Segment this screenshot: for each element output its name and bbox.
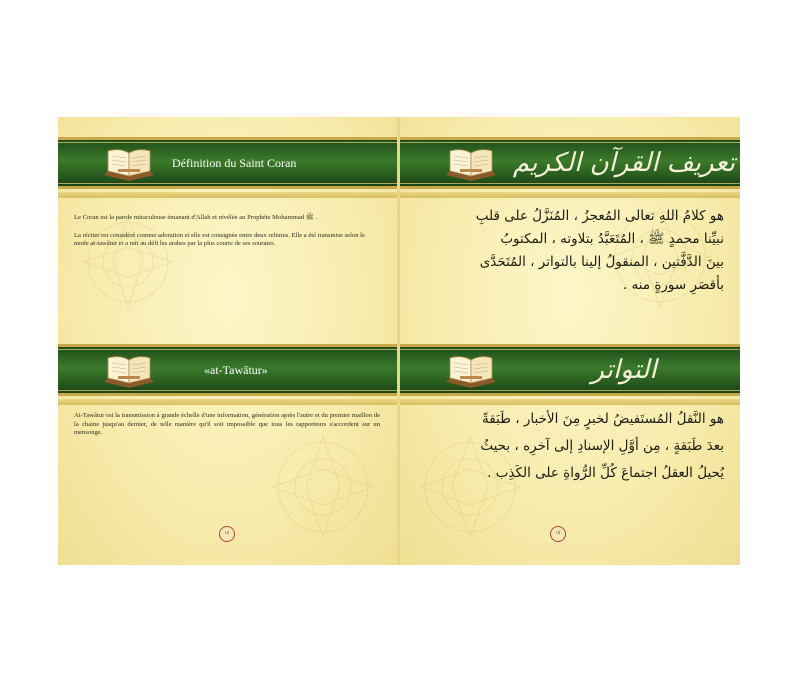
divider-stripe	[58, 399, 397, 405]
section-body	[416, 205, 724, 297]
divider-stripe	[400, 399, 740, 405]
text-line: هو كلامُ اللهِ تعالى المُعجزُ ، المُنَزَّلُ على قلبِ	[475, 208, 724, 224]
divider-stripe	[58, 192, 397, 198]
section-title: التواتر	[591, 355, 657, 385]
section-header-band	[58, 137, 397, 189]
paragraph: La réciter est considéré comme adoration et elle est consignée entre deux reliures. Elle a été transmise selon le mode at-tawâtur et a mit au défi les arabes par la plus courte de ses sourates.	[74, 231, 365, 248]
open-book-icon	[442, 141, 500, 185]
paragraph: Le Coran est la parole miraculeuse émanant d'Allah et révélée au Prophète Mohammad ﷺ .	[74, 214, 317, 221]
text-line: بينَ الدَّفَّتين ، المنقولُ إلينا بالتواتر ، المُتَحَدَّى	[479, 254, 724, 270]
section-title: تعريف القرآن الكريم	[512, 148, 736, 178]
right-page	[400, 117, 740, 565]
book-spread	[58, 117, 740, 565]
section-body	[74, 412, 380, 447]
section-header-band	[400, 344, 740, 396]
text-line: نبيِّنا محمدٍ ﷺ ، المُتَعَبَّدُ بتلاوته ، المكتوبُ	[500, 231, 724, 247]
text-line: بأقصَرِ سورةٍ منه .	[622, 277, 724, 293]
divider-stripe	[400, 192, 740, 198]
left-page	[58, 117, 397, 565]
text-line: يُحيلُ العقلُ اجتماعَ كُلِّ الرُّواةِ على الكَذِب .	[487, 465, 724, 481]
open-book-icon	[442, 348, 500, 392]
open-book-icon	[100, 141, 158, 185]
page-number: ١٤	[219, 526, 235, 542]
section-header-band	[400, 137, 740, 189]
ornament-pattern	[68, 187, 188, 337]
text-line: هو النَّقلُ المُستَفيضُ لخبرٍ مِنَ الأخبار ، طَبَقةً	[482, 411, 724, 427]
paragraph: At-Tawâtur est la transmission à grande échelle d'une information, génération après l'autre et du premier maillon de la chaine jusqu'au dernier, de telle manière qu'il soit impossible que tous les rapporteurs s'accordent sur un mensonge.	[74, 412, 380, 437]
open-book-icon	[100, 348, 158, 392]
text-line: بعدَ طَبَقةٍ ، مِن أوَّلِ الإسنادِ إلى آخرِه ، بحيثُ	[480, 438, 724, 454]
section-title: «at-Tawâtur»	[204, 363, 268, 377]
section-body	[416, 406, 724, 487]
section-header-band	[58, 344, 397, 396]
page-number: ١٥	[550, 526, 566, 542]
section-title: Définition du Saint Coran	[172, 156, 297, 170]
section-body	[74, 214, 380, 258]
